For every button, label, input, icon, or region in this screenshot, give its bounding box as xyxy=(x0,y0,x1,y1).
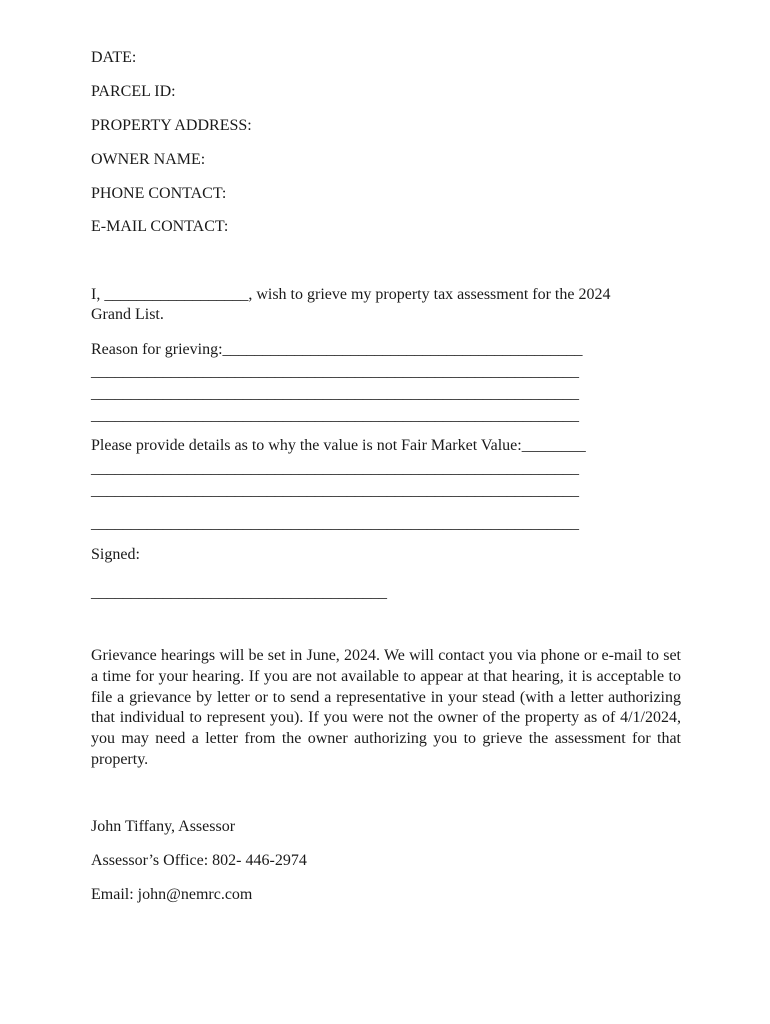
assessor-name: John Tiffany, Assessor xyxy=(91,818,236,835)
email-contact-label: E-MAIL CONTACT: xyxy=(91,218,229,235)
signature-line: _____________________________________ xyxy=(91,584,387,601)
assessor-office-phone: Assessor’s Office: 802- 446-2974 xyxy=(91,852,307,869)
fair-market-blank-line: _____________________________________________________________ xyxy=(91,482,579,499)
fair-market-blank-line: _____________________________________________________________ xyxy=(91,515,579,532)
reason-label: Reason for grieving:_____________________________________________ xyxy=(91,341,583,358)
signed-label: Signed: xyxy=(91,546,140,563)
grievance-statement-continuation: Grand List. xyxy=(91,306,164,323)
date-label: DATE: xyxy=(91,49,137,66)
grievance-statement-line: I, __________________, wish to grieve my property tax assessment for the 2024 xyxy=(91,286,611,303)
owner-name-label: OWNER NAME: xyxy=(91,151,206,168)
fair-market-label: Please provide details as to why the value is not Fair Market Value:________ xyxy=(91,437,586,454)
assessor-email: Email: john@nemrc.com xyxy=(91,886,253,903)
reason-blank-line: _____________________________________________________________ xyxy=(91,385,579,402)
parcel-id-label: PARCEL ID: xyxy=(91,83,176,100)
property-address-label: PROPERTY ADDRESS: xyxy=(91,117,252,134)
phone-contact-label: PHONE CONTACT: xyxy=(91,185,227,202)
reason-blank-line: _____________________________________________________________ xyxy=(91,363,579,380)
fair-market-blank-line: _____________________________________________________________ xyxy=(91,460,579,477)
reason-blank-line: _____________________________________________________________ xyxy=(91,407,579,424)
hearing-notice-paragraph: Grievance hearings will be set in June, 2024. We will contact you via phone or e-mail to set a time for your hearing. If you are not available to appear at that hearing, it is acceptable to file a grievance by letter or to send a representative in your stead (with a letter authorizing that individual to represent you). If you were not the owner of the property as of 4/1/2024, you may need a letter from the owner authorizing you to grieve the assessment for that property. xyxy=(91,647,681,768)
